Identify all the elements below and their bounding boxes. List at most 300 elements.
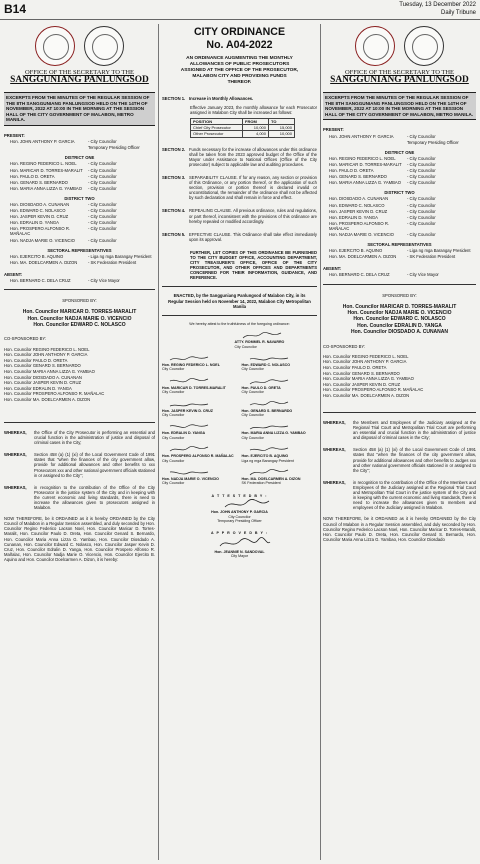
signature-wrap xyxy=(242,376,318,386)
signatory-name: Hon. MA. DOELCARMEN A. DIZON xyxy=(241,477,301,481)
signatory-role: City Councilor xyxy=(241,412,264,417)
member-name: Hon. DIOSDADO A. CUNANAN xyxy=(329,196,389,202)
signatory-role: SK Federation President xyxy=(241,481,281,486)
signature-wrap xyxy=(162,376,238,386)
presiding-role: - City Councilor xyxy=(407,133,436,139)
seal-row xyxy=(323,26,476,66)
signature-icon xyxy=(217,498,317,510)
signatory-role: City Councilor xyxy=(162,390,185,395)
member-row xyxy=(323,156,476,161)
whereas-text: Section 458 (a) (1) (xi) of the Local Government Code of 1991 states that "when the finances of the city government allow, provide for additional allowances and other benefits to Judges xxx and other national government officials stationed in or assigned to the City"; xyxy=(353,447,476,473)
whereas-text: in recognition to the contribution of the Office of the Members and Employees of the Judiciary assigned at the Regional Trial Court and Metropolitan Trial Court in the justice system of the City and in keeping with the current economic and living standards, there is need to increase the allowances given to members and employees of the Judiciary assigned in Malabon. xyxy=(353,479,476,511)
table-cell: Other Prosecutor xyxy=(191,131,243,137)
signatory-name: Hon. EJERCITO B. AQUINO xyxy=(241,454,289,459)
signatory-block xyxy=(242,421,318,440)
table-cell: 15,000 xyxy=(269,125,295,131)
divider xyxy=(4,422,155,423)
member-name: Hon. EDRALIN D. YANGA xyxy=(10,220,59,226)
signatory-name: Hon. MARICAR D. TORRES-MARALIT xyxy=(162,385,226,390)
signatory-role: Liga ng mga Barangay President xyxy=(241,458,294,463)
member-role: - City Councilor xyxy=(407,196,436,202)
member-row xyxy=(323,203,476,208)
ordinance-number: No. A04-2022 xyxy=(206,39,273,51)
member-row xyxy=(4,202,155,207)
member-row xyxy=(4,186,155,191)
city-seal-icon xyxy=(35,26,75,66)
section-1-body: Effective January 2023, the monthly allowance for each Prosecutor assigned in Malabon City shall be increased as follows: xyxy=(190,105,317,116)
signatory-name: Hon. PROSPERO ALFONSO R. MAÑALAC xyxy=(162,454,234,459)
presiding-role-2: Temporary Presiding Officer xyxy=(88,145,140,151)
signatory-grid xyxy=(162,330,317,486)
council-seal-icon xyxy=(84,26,124,66)
page-dateline xyxy=(399,1,476,17)
sponsor-name: Hon. Councilor NADJA MARIE O. VICENCIO xyxy=(27,315,132,322)
district-one-list xyxy=(4,161,155,190)
member-name: Hon. MA. DOELCARMEN A. DIZON xyxy=(329,254,397,260)
member-name: Hon. EJERCITO B. AQUINO xyxy=(329,248,383,254)
signature-icon xyxy=(168,399,212,409)
cosponsored-label: CO-SPONSORED BY: xyxy=(323,343,366,349)
signature-icon xyxy=(248,353,292,363)
district-two-list xyxy=(323,196,476,237)
cosponsor-list xyxy=(323,354,476,398)
member-role: - City Councilor xyxy=(407,180,436,186)
signature-icon xyxy=(248,376,292,386)
member-row xyxy=(4,161,155,166)
presiding-row xyxy=(323,134,476,139)
cosponsor-name: Hon. Councilor MARIA ANNA LIZZA G. YAMBAO xyxy=(323,376,414,382)
member-row xyxy=(4,220,155,225)
presiding-role: - City Councilor xyxy=(88,139,117,145)
member-name: Hon. EDWARD C. NOLASCO xyxy=(329,202,385,208)
absent-name: Hon. BERNARD C. DELA CRUZ xyxy=(10,278,71,284)
member-name: Hon. GENARD S. BERNARDO xyxy=(10,179,68,185)
signatory-block xyxy=(162,467,238,486)
signatory-role: City Councilor xyxy=(241,435,264,440)
divider xyxy=(162,286,317,287)
signatory-block xyxy=(162,353,238,372)
section-text: REPEALING CLAUSE. All previous ordinance, rules and regulations, or part thereof, inconsistent with the provisions of this ordinance are hereby repealed or modified accordingly. xyxy=(189,208,317,224)
member-name: Hon. MARIA ANNA LIZZA G. YAMBAO xyxy=(329,180,401,186)
member-role: - City Councilor xyxy=(88,161,117,167)
member-row xyxy=(4,174,155,179)
whereas-clauses xyxy=(4,430,155,510)
section-number: SECTION 3. xyxy=(162,174,186,180)
absent-role: - City Vice Mayor xyxy=(407,272,439,278)
member-row xyxy=(4,226,155,236)
presiding-name: Hon. JOHN ANTHONY P. GARCIA xyxy=(10,139,75,145)
member-role: - City Councilor xyxy=(88,237,117,243)
absent-label: ABSENT: xyxy=(4,271,23,277)
member-role: - SK Federation President xyxy=(407,254,456,260)
member-name: Hon. PROSPERO ALFONSO R. MAÑALAC xyxy=(329,220,390,231)
member-row xyxy=(4,254,155,259)
attested-role-2: Temporary Presiding Officer xyxy=(217,519,262,524)
member-role: - City Councilor xyxy=(407,155,436,161)
district-one-label: DISTRICT ONE xyxy=(64,155,95,161)
signature-wrap xyxy=(242,421,318,431)
whereas-keyword: WHEREAS, xyxy=(4,452,27,458)
sponsor-name: Hon. Councilor EDWARD C. NOLASCO xyxy=(353,316,446,323)
right-column xyxy=(323,24,476,860)
member-name: Hon. JASPER KEVIN D. CRUZ xyxy=(329,208,388,214)
cosponsor-name: Hon. Councilor MA. DOELCARMEN A. DIZON xyxy=(4,396,91,402)
signature-icon xyxy=(168,421,212,431)
sponsored-label: SPONSORED BY: xyxy=(382,292,417,298)
sponsor-name: Hon. Councilor EDWARD C. NOLASCO xyxy=(33,322,126,329)
member-role: - City Councilor xyxy=(88,220,117,226)
signature-wrap xyxy=(242,399,318,409)
member-role: - City Councilor xyxy=(88,202,117,207)
member-name: Hon. JASPER KEVIN D. CRUZ xyxy=(10,214,69,220)
sectoral-label: SECTORAL REPRESENTATIVES xyxy=(47,247,112,253)
signature-icon xyxy=(248,467,292,477)
signatory-role: City Councilor xyxy=(241,367,264,372)
member-name: Hon. NADJA MARIE O. VICENCIO xyxy=(10,237,75,243)
signature-wrap xyxy=(162,399,238,409)
cosponsor-name: Hon. Councilor MA. DOELCARMEN A. DIZON xyxy=(323,392,410,398)
cosponsored-label: CO-SPONSORED BY: xyxy=(4,336,47,342)
whereas-keyword: WHEREAS, xyxy=(323,479,346,485)
excerpt-box: EXCERPTS FROM THE MINUTES OF THE REGULAR SESSION OF THE 8TH SANGGUNIANG PANLUNGSOD HELD ON THE 14TH OF NOVEMBER, 2022 AT 10:00 IN THE MORNING AT THE SESSION HALL OF THE CITY GOVERNMENT OF MALABON, METRO MANILA. xyxy=(4,92,155,126)
whereas-text: in recognition to the contribution of the Office of the City Prosecutor in the justice system of the City and in keeping with the current economic and living standards, there is need to increase the allowances given to prosecutors assigned in Malabon. xyxy=(34,484,155,511)
signatory-row xyxy=(162,376,317,395)
table-header: TO xyxy=(269,119,295,125)
section-text: Funds necessary for the increase of allowances under this ordinance shall be taken from the 2023 approved budget of the Office of the Mayor under Assistance to National Offices (Office of the City prosecutor) subject to applicable law and auditing procedures. xyxy=(189,146,317,167)
sectoral-list xyxy=(323,248,476,259)
presiding-role-2: Temporary Presiding Officer xyxy=(407,139,459,145)
cosponsor-name: Hon. Councilor PAULO D. ORETA xyxy=(4,357,68,363)
ordinance-title: CITY ORDINANCE xyxy=(193,26,286,38)
signatory-role: City Councilor xyxy=(162,412,185,417)
absent-role: - City Vice Mayor xyxy=(88,278,120,284)
signatory-block xyxy=(162,399,238,418)
attested-role: City Councilor xyxy=(228,514,251,519)
paper-name: Daily Tribune xyxy=(440,10,476,16)
member-row xyxy=(323,232,476,237)
signature-wrap xyxy=(162,421,238,431)
signatory-name: Hon. GENARD S. BERNARDO xyxy=(241,408,293,413)
cosponsor-name: Hon. Councilor GENARD S. BERNARDO xyxy=(4,363,81,369)
whereas-text: the Office of the City Prosecutor is performing an essential and crucial function in the administration of justice and disposal of criminal cases in the City; xyxy=(34,429,155,446)
allowance-table xyxy=(190,118,295,137)
approved-role: City Mayor xyxy=(230,554,249,559)
excerpt-box: EXCERPTS FROM THE MINUTES OF THE REGULAR SESSION OF THE 8TH SANGGUNIANG PANLUNGSOD HELD ON THE 14TH OF NOVEMBER, 2022 AT 10:00 IN THE MORNING AT THE SESSION HALL OF THE CITY GOVERNMENT OF MALABON, METRO MANILA. xyxy=(323,92,476,120)
member-role: - City Councilor xyxy=(88,173,117,179)
signature-wrap xyxy=(162,353,238,363)
member-row xyxy=(323,215,476,220)
office-title: OFFICE OF THE SECRETARY TO THE xyxy=(344,69,455,76)
member-row xyxy=(323,168,476,173)
signature-wrap xyxy=(162,467,238,477)
cosponsor-name: Hon. Councilor JOHN ANTHONY P. GARCIA xyxy=(4,352,88,358)
page-number: B14 xyxy=(4,2,27,16)
signatory-block xyxy=(242,399,318,418)
member-name: Hon. MARIA ANNA LIZZA G. YAMBAO xyxy=(10,185,82,191)
cosponsor-name: Hon. Councilor MARIA ANNA LIZZA G. YAMBAO xyxy=(4,368,95,374)
member-row xyxy=(323,209,476,214)
table-cell: 10,000 xyxy=(269,131,295,137)
sponsored-label: SPONSORED BY: xyxy=(62,298,97,304)
presiding-name: Hon. JOHN ANTHONY P. GARCIA xyxy=(329,133,394,139)
member-row xyxy=(323,174,476,179)
column-divider xyxy=(320,24,321,860)
absent-row xyxy=(4,278,155,283)
cosponsor-name: Hon. Councilor EDRALIN D. YANGA xyxy=(4,385,72,391)
section-number: SECTION 4. xyxy=(162,208,186,214)
signature-wrap xyxy=(242,444,318,454)
absent-label: ABSENT: xyxy=(323,266,342,272)
member-role: - City Councilor xyxy=(88,185,117,191)
member-role: - City Councilor xyxy=(407,220,436,226)
cosponsor-name: Hon. Councilor GENARD S. BERNARDO xyxy=(323,370,400,376)
signatory-role: City Councilor xyxy=(162,367,185,372)
council-title: SANGGUNIANG PANLUNGSOD xyxy=(330,75,469,86)
member-name: Hon. MA. DOELCARMEN A. DIZON xyxy=(10,259,78,265)
district-two-list xyxy=(4,202,155,243)
signatory-block xyxy=(162,376,238,395)
signature-wrap xyxy=(162,444,238,454)
now-therefore-paragraph: NOW THEREFORE, be it ORDAINED as it is hereby ORDAINED by the City Council of Malabon in a Regular Session assembled, and duly seconded by Hon. Councilor Regino Federico Lacson Noel, Hon. Councilor Maricar D. Torres-Maralit, Hon. Councilor Paulo D. Oreta, Hon. Councilor Genard S. Bernardo, Hon. Councilor Maria Anna Lizza G. Yambao, Hon. Councilor Diosdado xyxy=(323,516,476,542)
whereas-keyword: WHEREAS, xyxy=(323,447,346,453)
present-label: PRESENT: xyxy=(323,127,344,133)
whereas-clause xyxy=(323,480,476,511)
member-name: Hon. REGINO FEDERICO L. NOEL xyxy=(329,155,396,161)
cosponsor-name: Hon. Councilor PROSPERO ALFONSO R. MAÑALAC xyxy=(323,387,424,393)
signatory-name: Hon. JASPER KEVIN D. CRUZ xyxy=(162,408,213,413)
signatory-role: City Councilor xyxy=(241,390,264,395)
member-row xyxy=(323,254,476,259)
section-heading: Increase in Monthly Allowances. xyxy=(189,96,254,101)
member-name: Hon. EDRALIN D. YANGA xyxy=(329,214,378,220)
divider xyxy=(4,289,155,290)
signature-wrap xyxy=(235,330,305,340)
signatory-row xyxy=(162,421,317,440)
section-number: SECTION 5. xyxy=(162,231,186,237)
member-name: Hon. MARICAR D. TORRES-MARALIT xyxy=(329,161,402,167)
table-header: FROM xyxy=(243,119,269,125)
member-role: - City Councilor xyxy=(407,208,436,214)
signature-icon xyxy=(241,330,285,340)
approved-label: A P P R O V E D B Y : xyxy=(211,531,268,536)
section-2 xyxy=(162,147,317,167)
sponsor-list xyxy=(4,309,155,328)
member-name: Hon. NADJA MARIE O. VICENCIO xyxy=(329,231,394,237)
signatory-block xyxy=(242,444,318,463)
whereas-text: Section 458 (a) (1) (xi) of the Local Government Code of 1991 states that "when the finances of the city government allow, provide for additional allowances and other benefits to xxx Prosecutors xxx and other national government officials stationed in or assigned to the City"; xyxy=(34,452,155,478)
cosponsor-name: Hon. Councilor PAULO D. ORETA xyxy=(323,364,387,370)
member-row xyxy=(323,221,476,231)
attested-name: Hon. JOHN ANTHONY P. GARCIA xyxy=(211,510,268,515)
signatory-role: City Councilor xyxy=(162,458,185,463)
whereas-keyword: WHEREAS, xyxy=(323,420,346,425)
presiding-row xyxy=(4,139,155,144)
now-therefore-paragraph: NOW THEREFORE, be it ORDAINED as it is hereby ORDAINED by the City Council of Malabon in a Regular Session assembled, and duly seconded by Hon. Councilor Regino Federico Lacson Noel, Hon. Councilor Maricar D. Torres-Maralit, Hon. Councilor Paulo D. Oreta, Hon. Councilor Genard S. Bernardo, Hon. Councilor Maria Anna Lizza G. Yambao, Hon. Councilor Diosdado A. Cunanan, Hon. Councilor Edward C. Nolasco, Hon. Councilor Jasper Kevin D. Cruz, Hon. Councilor Edralin D. Yanga, Hon. Councilor Prospero Alfonso R. Mañalac, Hon. Councilor Nadja Marie O. Vicencio, Hon. Councilor Ejercito B. Aquino and Hon. Councilor Doelcarmen A. Dizon, it is hereby: xyxy=(4,516,155,562)
signatory-name: Hon. REGINO FEDERICO L. NOEL xyxy=(162,362,220,367)
member-name: Hon. PAULO D. ORETA xyxy=(10,173,55,179)
member-role: - City Councilor xyxy=(88,167,117,173)
cosponsor-name: Hon. Councilor JASPER KEVIN D. CRUZ xyxy=(4,380,82,386)
signature-icon xyxy=(248,399,292,409)
member-role: - SK Federation President xyxy=(88,259,137,265)
signatory-block xyxy=(162,444,238,463)
member-name: Hon. PROSPERO ALFONSO R. MAÑALAC xyxy=(10,226,71,237)
section-3 xyxy=(162,175,317,200)
member-role: - City Councilor xyxy=(88,226,117,232)
presiding-row-2 xyxy=(4,145,155,150)
member-name: Hon. GENARD S. BERNARDO xyxy=(329,174,387,180)
signatory-role: City Councilor xyxy=(162,435,185,440)
section-5 xyxy=(162,232,317,242)
ordinance-subtitle: AN ORDINANCE AUGMENTING THE MONTHLY ALLOWANCES OF PUBLIC PROSECUTORS ASSIGNED AT THE OFFICE OF THE PROSECUTOR, MALABON CITY AND PROVIDING FUNDS THEREOF. xyxy=(180,56,299,85)
council-seal-icon xyxy=(404,26,444,66)
presiding-row-2 xyxy=(323,140,476,145)
signatory-name: ATTY. ROMMEL R. NAVARRO xyxy=(234,340,285,345)
district-one-list xyxy=(323,156,476,185)
signature-icon xyxy=(248,444,292,454)
district-two-label: DISTRICT TWO xyxy=(384,190,415,196)
attest-line: We hereby attest to the truthfulness of the foregoing ordinance: xyxy=(189,321,290,326)
council-title: SANGGUNIANG PANLUNGSOD xyxy=(10,75,149,86)
divider xyxy=(162,315,317,316)
city-seal-icon xyxy=(355,26,395,66)
member-row xyxy=(323,248,476,253)
whereas-keyword: WHEREAS, xyxy=(4,429,27,435)
table-row xyxy=(191,131,295,137)
column-divider xyxy=(158,24,159,860)
signature-wrap xyxy=(242,353,318,363)
divider xyxy=(323,284,476,285)
enacted-paragraph: ENACTED, by the Sangguniang Panlungsod of Malabon City, in its Regular Session held on November 14, 2022, Malabon City Metropolitan Manila xyxy=(168,293,311,309)
signature-icon xyxy=(168,353,212,363)
signature-icon xyxy=(168,467,212,477)
signature-icon xyxy=(212,536,317,550)
member-row xyxy=(4,260,155,265)
table-cell: 4,000 xyxy=(243,131,269,137)
member-row xyxy=(323,196,476,201)
issue-date: Tuesday, 13 December 2022 xyxy=(399,2,476,8)
center-column xyxy=(162,24,317,860)
signature-icon xyxy=(168,444,212,454)
further-paragraph: FURTHER, LET COPIES OF THIS ORDINANCE BE FURNISHED TO THE CITY BUDGET OFFICE, ACCOUNTING DEPARTMENT, CITY TREASURER'S OFFICE, OFFICE OF THE CITY PROSECUTOR, AND OTHER OFFICES AND DEPARTMENTS CONCERNED FOR THEIR INFORMATION, GUIDANCE, AND REFERENCE. xyxy=(190,249,317,281)
signature-icon xyxy=(248,421,292,431)
member-role: - City Councilor xyxy=(88,179,117,185)
page-header xyxy=(0,0,480,20)
member-row xyxy=(4,238,155,243)
signatory-row xyxy=(162,330,317,349)
section-number: SECTION 1. xyxy=(162,96,186,101)
section-text: EFFECTIVE CLAUSE. This Ordinance shall take effect immediately upon its approval. xyxy=(189,231,317,242)
whereas-clause xyxy=(323,447,476,472)
whereas-clause xyxy=(4,430,155,445)
absent-name: Hon. BERNARD C. DELA CRUZ xyxy=(329,272,390,278)
section-text: SEPARABILITY CLAUSE. If for any reason, any section or provision of this Ordinance, or any portion thereof, or the application of such section, provision or portion thereof is declared invalid or unconstitutional, the remainder of the ordinance shall not be affected by such declaration and shall remain in force and effect. xyxy=(189,174,317,201)
cosponsor-name: Hon. Councilor REGINO FEDERICO L. NOEL xyxy=(323,353,409,359)
member-name: Hon. PAULO D. ORETA xyxy=(329,168,374,174)
cosponsor-name: Hon. Councilor JOHN ANTHONY P. GARCIA xyxy=(323,359,407,365)
whereas-clauses xyxy=(323,420,476,510)
divider xyxy=(323,412,476,413)
signatory-block xyxy=(162,421,238,440)
signatory-block xyxy=(242,353,318,372)
table-cell: Chief City Prosecutor xyxy=(191,125,243,131)
signatory-row xyxy=(162,399,317,418)
member-role: - Liga ng mga Barangay President xyxy=(407,248,471,254)
sponsor-name: Hon. Councilor NADJA MARIE O. VICENCIO xyxy=(347,310,452,317)
signatory-name: Hon. EDRALIN D. YANGA xyxy=(162,431,206,436)
approved-name: Hon. JEANNIE N. SANDOVAL xyxy=(214,549,265,554)
member-row xyxy=(4,214,155,219)
present-label: PRESENT: xyxy=(4,133,25,139)
cosponsor-name: Hon. Councilor REGINO FEDERICO L. NOEL xyxy=(4,346,90,352)
attested-label: A T T E S T E D B Y : xyxy=(211,493,268,498)
sponsor-name: Hon. Councilor DIOSDADO A. CUNANAN xyxy=(350,329,449,336)
member-row xyxy=(4,168,155,173)
signatory-name: Hon. MARIA ANNA LIZZA G. YAMBAO xyxy=(241,431,306,436)
sectoral-label: SECTORAL REPRESENTATIVES xyxy=(367,242,432,248)
signatory-role: City Councilor xyxy=(234,344,257,349)
cosponsor-list xyxy=(4,347,155,402)
member-name: Hon. EDWARD C. NOLASCO xyxy=(10,208,66,214)
signatory-role: City Councilor xyxy=(162,481,185,486)
sectoral-list xyxy=(4,254,155,265)
member-row xyxy=(4,180,155,185)
section-1 xyxy=(162,96,317,101)
district-one-label: DISTRICT ONE xyxy=(384,149,415,155)
member-name: Hon. EJERCITO B. AQUINO xyxy=(10,253,64,259)
signatory-name: Hon. PAULO D. ORETA xyxy=(241,385,281,390)
whereas-clause xyxy=(4,452,155,477)
cosponsor-name: Hon. Councilor JASPER KEVIN D. CRUZ xyxy=(323,381,401,387)
cosponsor-name: Hon. Councilor PROSPERO ALFONSO R. MAÑALAC xyxy=(4,391,105,397)
sponsor-name: Hon. Councilor MARICAR D. TORRES-MARALIT xyxy=(342,303,457,310)
member-role: - Liga ng mga Barangay President xyxy=(88,253,152,259)
member-role: - City Councilor xyxy=(407,214,436,220)
whereas-text: the Members and Employees of the Judiciary assigned at the Regional Trial Court and Metropolitan Trial Court are performing an essential and crucial function in the administration of justice and disposal of criminal cases in the City; xyxy=(353,420,476,441)
member-role: - City Councilor xyxy=(407,202,436,208)
member-name: Hon. DIOSDADO A. CUNANAN xyxy=(10,202,70,207)
signatory-row xyxy=(162,444,317,463)
signatory-block xyxy=(242,376,318,395)
sponsor-list xyxy=(323,304,476,336)
absent-row xyxy=(323,272,476,277)
signatory-row xyxy=(162,353,317,372)
whereas-clause xyxy=(323,420,476,440)
member-row xyxy=(323,180,476,185)
left-column xyxy=(4,24,155,860)
table-header: POSITION xyxy=(191,119,243,125)
signatory-name: Hon. EDWARD C. NOLASCO xyxy=(241,362,291,367)
cosponsor-name: Hon. Councilor DIOSDADO A. CUNANAN xyxy=(4,374,82,380)
signature-icon xyxy=(168,376,212,386)
section-number: SECTION 2. xyxy=(162,146,186,152)
member-role: - City Councilor xyxy=(407,174,436,180)
signature-wrap xyxy=(242,467,318,477)
whereas-clause xyxy=(4,485,155,510)
member-row xyxy=(4,208,155,213)
sponsor-name: Hon. Councilor MARICAR D. TORRES-MARALIT xyxy=(22,309,137,316)
member-row xyxy=(323,162,476,167)
signatory-block xyxy=(235,330,305,349)
signatory-name: Hon. NADJA MARIE O. VICENCIO xyxy=(162,477,219,481)
member-role: - City Councilor xyxy=(407,231,436,237)
seal-row xyxy=(4,26,155,66)
member-name: Hon. MARICAR D. TORRES-MARALIT xyxy=(10,167,83,173)
member-role: - City Councilor xyxy=(88,214,117,220)
member-role: - City Councilor xyxy=(407,161,436,167)
district-two-label: DISTRICT TWO xyxy=(64,195,95,201)
whereas-keyword: WHEREAS, xyxy=(4,484,27,490)
